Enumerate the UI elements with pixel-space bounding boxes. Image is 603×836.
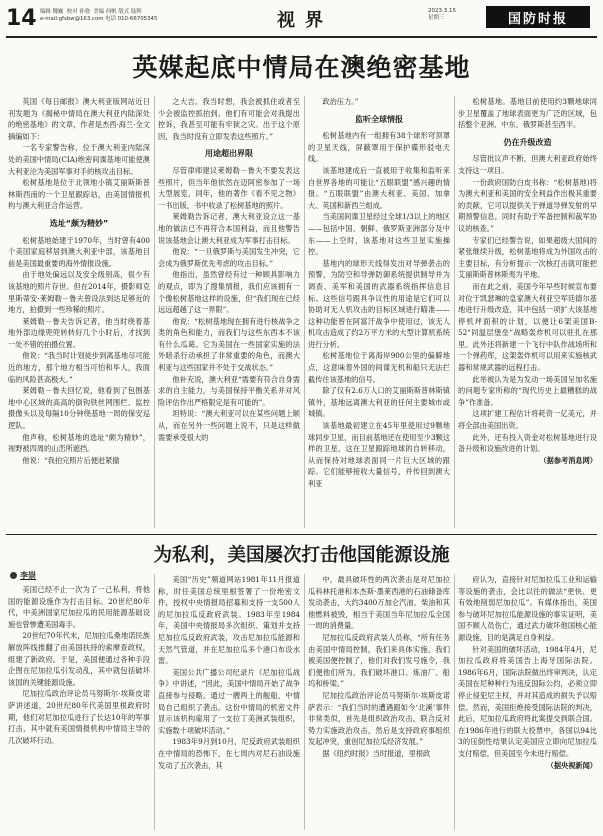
paragraph: 一名专家警告称，位于澳大利亚内陆深处的美国中情局(CIA)绝密间谍基地可能使澳大利亚沦为美国军事对手的核攻击目标。	[8, 143, 150, 176]
subheading: 监听全球情报	[355, 114, 403, 124]
paragraph: 他声称，松树基地的选址“颇为精妙”，视野被四周的山峦所遮挡。	[8, 432, 150, 454]
article2-column-1	[8, 584, 150, 830]
paragraph: 当美国间谍卫星经过全球1/3以上的地区——包括中国、朝鲜、俄罗斯亚洲部分及中东——上空时，该基地对这些卫星实施操控。	[308, 212, 450, 257]
paragraph: 之大吉。我当时想，我会被抓住或者至少会被监控抓拍到。他们有可能会对我提出控诉，我甚至可能有牢狱之灾。出于这个原因，我当时没有立即发表这些照片。”	[158, 97, 300, 141]
source-credit: （据参考消息网）	[539, 455, 597, 465]
newspaper-logo: 国防时报	[486, 6, 590, 28]
paragraph: 他说：“我拍完照片后便赶紧撤	[22, 455, 120, 465]
paragraph: 针对美国的破坏活动，1984年4月，尼加拉瓜政府将美国告上海牙国际法院。1986年6月，国际法院做出终审判决，认定美国在尼种种行为违反国际公约，必须立即停止侵犯尼主权，并对其造成的损失予以赔偿。然而，美国拒绝接受国际法院的判决，此后，尼加拉瓜政府将此案提交到联合国。在1986年进行的联大投票中，各国以94比3的压倒性结果认定美国应立即向尼加拉瓜支付赔偿，但美国至今未进行赔偿。	[458, 644, 597, 758]
column-divider	[304, 574, 305, 830]
editorial-info: 编辑 魏巍 校对 孙骁 美编 何帆 版式 陆辉 e-mail:gfsbw@163.com 电话 010-66705345	[40, 9, 158, 22]
paragraph: 1983年9月到10月，尼反政府武装组织在中情局的恐怖下，在七周内对尼石油设施发动了五次袭击，其	[158, 737, 300, 770]
paragraph: 尽管批议声不断，但澳大利亚政府始终支持这一项目。	[458, 154, 597, 175]
paragraph: 坦特说：“澳大利亚可以在某些问题上顺从，而在另外一些问题上说不，只是这样做需要承受很大的	[158, 409, 300, 442]
paragraph: 由于地处偏远以及安全级别高，很少有该基地的照片存世。但在2014年，摄影师克里斯蒂安·莱姆勒－鲁夫曾设法到达足够近的地方，拍摄到一些珍稀的照片。	[8, 270, 150, 315]
paragraph: 该基地最初建立在45年里使用过9颗地球同步卫星，而目前基地还在使用至少3颗这样的卫星，这在卫星跟踪地球的自转移动，从而保持对地球表面同一片巨大区域的跟踪。它们能够接收大量信号，并传回到澳大利亚	[308, 421, 450, 488]
subheading: 选址“颇为精妙”	[49, 218, 109, 228]
article2-column-4	[458, 574, 597, 830]
article2-column-2	[158, 574, 300, 830]
paragraph: 20世纪70年代末，尼加拉瓜桑地诺民族解放阵线推翻了由美国扶持的索摩查政权，组建了新政府。于是，美国便通过各种手段企图在尼加拉瓜引发动乱，其中就包括破坏该国的关键能源设施。	[8, 631, 150, 687]
column-divider	[304, 96, 305, 528]
paragraph: 美国“历史”频道网站1981年11月报道称，时任美国总统里根签署了一份绝密文件，授权中央情报局招募和支持一支500人的尼加拉瓜反政府武装。1983年至1984年，美国中央情报局多次组织、策划并支持尼加拉瓜反政府武装，攻击尼加拉瓜能源和天然气管道，并在尼加拉瓜多个港口布设水雷。	[158, 575, 300, 666]
paragraph: 松树基地。基地目前使用约3颗地球同步卫星覆盖了地球表面更为广泛的区域，包括整个亚洲、中东、俄罗斯甚至西半。	[458, 97, 597, 130]
paragraph: 他说：“一旦俄罗斯与美国发生冲突，它会成为俄罗斯优先考虑的攻击目标。”	[158, 247, 300, 268]
article1-column-3	[308, 96, 450, 528]
masthead-rule	[6, 36, 597, 38]
paragraph: 而在此之前，美国今年早些时候宣布要对位于凯瑟琳的皇家澳大利亚空军廷德尔基地进行升级改造，其中包括一项扩大该基地停机坪面积的计划，以便让6架美国B-52“同温层堡垒”战略轰炸机可以驻扎在那里。此外还将新建一个飞行中队作战场所和一个弹药库，这架轰炸机可以用来实施核武器和常规武器的远程打击。	[458, 281, 597, 373]
paragraph: 据《纽约时报》当时报道，里根政	[322, 748, 431, 758]
paragraph: 莱姆勒－鲁夫回忆说，他看到了包围基地中心区域的高高的倒钩铁丝网围栏、监控摄像头以及每隔10分钟绕基地一周的保安巡逻队。	[8, 386, 150, 431]
article2-byline	[10, 570, 36, 581]
paragraph: 松树基地始建于1970年，当时曾有400个美国家庭移居到澳大利亚中部，该基地目前是美国最重要的海外情报设施。	[8, 235, 150, 268]
masthead	[0, 0, 603, 40]
subheading: 用途超出界限	[205, 149, 253, 159]
paragraph: 这项扩建工程估计将耗资一亿美元，并将全部由美国出资。	[458, 409, 597, 431]
article1-headline: 英媒起底中情局在澳绝密基地	[132, 53, 471, 82]
paragraph: 尼加拉瓜反政府武装人员称，“所有任务由美国中情局控制，我们来具体实施。我们被美国便控制了，他们对我们发号施令，我们便他们所为，我们破坏港口、炼油厂、船坞和桥梁。”	[308, 632, 450, 689]
subheading: 仍在升级改造	[503, 137, 552, 147]
paragraph: 他说：“松树基地现在拥有进行核战争之类的角色和能力，而我们与这些东西本不该有什么瓜葛。它为美国在一些国家实施的法外暗杀行动承担了非常重要的角色，而澳大利亚与这些国家并不处于交战状态。”	[158, 316, 300, 373]
paragraph: 基地内的球形天线得发出对导弹袭击的预警，为防空和导弹防御系统提供制导并为调查、美军和美国的武器系统指挥信息目标。这些信号跟具争议性的用途是它们可以协助对无人机攻击的目标区域进行瞄准——这种功能曾在阿富汗战争中使用过，该无人机攻击造成了约2万平方米的大型计算机系统进行分析。	[308, 258, 450, 349]
source-credit: （据央视新闻）	[546, 760, 597, 770]
paragraph: 此举被认为是为发动一场美国呈加名施的问题专家所称的“现代历史上最糟糕的战争”作准备。	[458, 374, 597, 407]
paragraph: 尽管律师建议莱姆勒－鲁夫不要发表这些照片，但当年他依然在迈阿密参加了一场大型展览，同年，他的著作《看不见之物》一书出版，书中收录了松树基地的照片。	[158, 165, 300, 210]
page-number: 14	[6, 6, 37, 31]
author-name: 李崇	[20, 571, 36, 580]
paragraph: 他补充说，澳大利亚“需要有符合自身需求的自主能力，与美国保持平衡关系并对风险评估作出严格限定是有可能的”。	[158, 374, 300, 407]
issue-date: 2023.3.15 星期三	[428, 8, 456, 21]
column-divider	[454, 574, 455, 830]
column-divider	[154, 96, 155, 528]
column-divider	[454, 96, 455, 528]
paragraph: 此外，还有投入资金对松树基地进行设备升级和设施改进的计划。	[458, 432, 597, 454]
paragraph: 莱姆勒告诉记者，澳大利亚设立这一基地的做法已不再符合本国利益，而且他警告说该基地会让澳大利亚成为军事打击目标。	[158, 212, 300, 245]
paragraph: 府认为，直接针对尼加拉瓜工业和运输等设施的袭击，会比以往的做法“更快、更有效地削弱尼加拉瓜”。有媒体指出，美国参与破坏尼加拉瓜能源设施的事实证明，美国不顾人员伤亡，通过武力破坏他国核心能源设施，目的是满足自身利益。	[458, 575, 597, 642]
paragraph: 松树基地位于离海岸900公里的偏僻地点，这意味着外国的间谍无机和船只无法拦截传往该基地的信号。	[308, 351, 450, 384]
paragraph: 他指出，虽然曾经有过一种顾具影响力的观点，即为了搜集情报，我们应该拥有一个像松树基地这样的设施，但“我们现在已经远远超越了这一界限”。	[158, 270, 300, 315]
column-divider	[154, 574, 155, 830]
paragraph: 松树基地内有一组拥有38个球形穹顶罩的卫星天线，屏蔽罩用于保护碟形驳电天线。	[308, 131, 450, 164]
article1-column-2	[158, 96, 300, 528]
article1-column-4	[458, 96, 597, 528]
paragraph: 英国《每日邮报》澳大利亚版网站近日刊发题为《揭秘中情局在澳大利亚内陆深处的绝密基地》的文章，作者是杰西·海兰·全文摘编如下：	[8, 97, 150, 141]
paragraph: 他说：“我当时计划徒步到离基地尽可能近的地方，那个地方相当可怕和毕人，我面临的风险甚高极大。”	[8, 351, 150, 384]
paragraph: 一份政府国防白皮书称：“松树基地)将为澳大利亚和美国的安全利益作出极其重要的贡献，它可以提供关于弹道导弹发射的早期预警信息，同时有助于军备控制和裁军协议的核查。”	[458, 177, 597, 233]
article2-column-3	[308, 574, 450, 830]
paragraph: 政治压力。”	[322, 97, 359, 106]
paragraph: 美国公共广播公司纪录片《尼加拉瓜战争》中讲述，“因此，美国中情局开始了战争直接参与侵略。通过一艘两上的舰船，中情局自己组织了袭击。这份中情局的机密文件显示该机构雇用了一支拉丁美洲武装组织，实施数十项破坏活动。”	[158, 667, 300, 735]
section-title: 视界	[277, 10, 333, 31]
paragraph: 莱姆勒－鲁夫告诉记者，他当时绕着基地外部边缘兜兜转转好几个小时后，才找到一处不错的拍摄位置。	[8, 316, 150, 349]
paragraph: 中，最具破坏性的两次袭击是对尼加拉瓜科林托港和本杰斯·墨莱西港的石油储备库发动袭击，大约3400万加仑汽油、柴油和其他燃料被毁，相当于美国当年尼加拉瓜全国一周的消费量。	[308, 575, 450, 631]
paragraph: 该基地建成后一直被用于收集和监听来自世界各地的可能让“五眼联盟”感兴趣的情报。“五眼联盟”由澳大利亚、美国、加拿大、英国和新西兰组成。	[308, 165, 450, 210]
article-separator	[6, 534, 597, 535]
article2-headline: 为私利，美国屡次打击他国能源设施	[153, 545, 450, 566]
article1-column-1	[8, 96, 150, 528]
author-icon	[10, 572, 17, 579]
paragraph: 尼加拉瓜政治评论员马努斯尔·埃斯皮诺萨表示：“我们当时的遭遇跟如今‘北溪’事件非常类似，首先是组织政治攻击，联合反对势力实施政治攻击，然后是支持政府事组织发起冲突，重创尼加拉瓜经济发展。”	[308, 690, 450, 747]
paragraph: 专家们已经警告说，如果超级大国间的紧张继续升级，松树基地将成为外国攻击的主要目标，有分析提示一次核打击就可能把艾丽斯斯普林斯夷为平地。	[458, 235, 597, 280]
paragraph: 松树基地是位于北领地小镇艾丽斯斯普林斯西南的一个卫星跟踪站，由美国情报机构与澳大利亚合作运营。	[8, 178, 150, 211]
paragraph: 美国已经不止一次为了一己私利，将他国的能源设施作为打击目标。20世纪80年代，中美洲国家尼加拉瓜的民用能源基础设施也曾惨遭美国毒手。	[8, 585, 150, 629]
paragraph: 尼加拉瓜政治评论员马努斯尔·埃斯皮诺萨讲述道，20世纪80年代美国里根政府时期，他们对尼加拉瓜进行了长达10年的军事打击，其中就有美国情报机构中情局主导的几次破坏行动。	[8, 689, 150, 745]
paragraph: 除了仅有2.6万人口的艾丽斯斯普林斯镇镇外，基地远离澳大利亚的任何主要城市或城镇。	[308, 386, 450, 419]
